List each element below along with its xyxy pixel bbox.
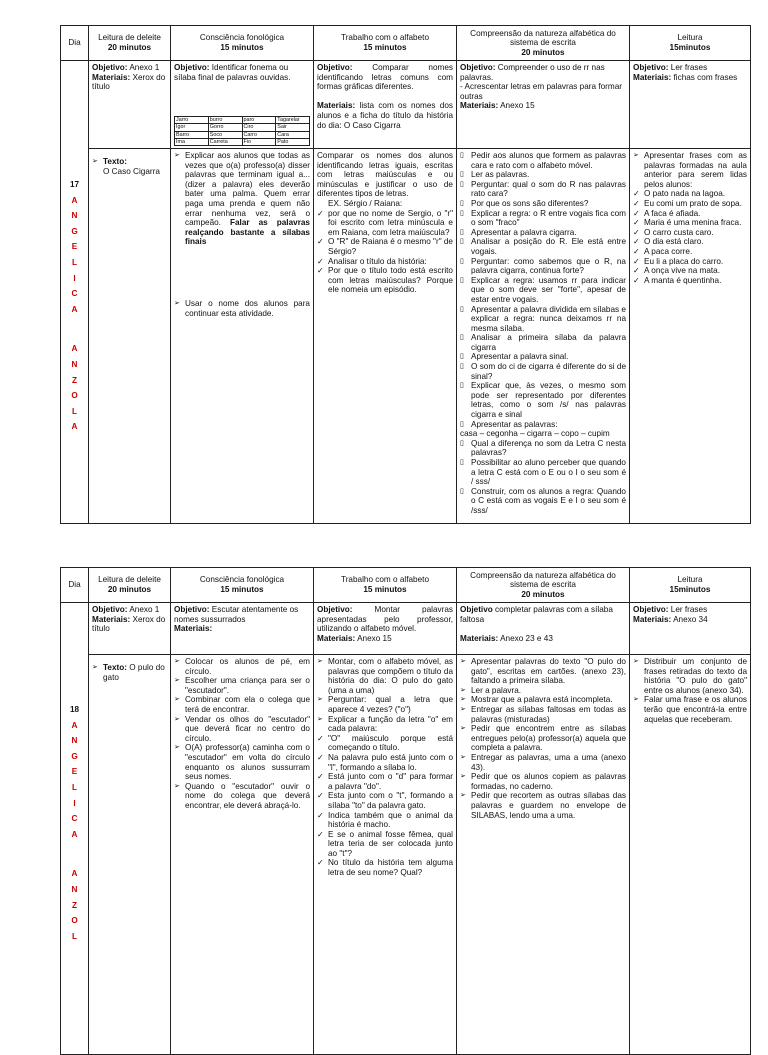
day-cell [61,603,89,1055]
header-row [61,26,751,61]
header-consciencia: Consciência fonológica 15 minutos [171,568,314,603]
header-dia: Dia [61,568,89,603]
day-number: 17 [69,180,80,189]
teacher-name-vertical: A N G E L I C A A N Z O L [71,720,78,941]
teacher-name-vertical: A N G E L I C A A N Z O L A [71,195,78,432]
header-trabalho: Trabalho com o alfabeto 15 minutos [314,568,457,603]
activities-row [61,149,751,524]
compreensao-activity: ▯ Pedir aos alunos que formem as palavras cara e rato com o alfabeto móvel. ▯ Ler as palavras. ▯ Perguntar: qual o som do R nas palavras rato cara? ▯ Por que os sons são diferentes? ▯ Explicar a regra: o R entre vogais fica com o som "fraco" ▯ Apresentar a palavra cigarra. ▯ Analisar a posição do R. Ele está entre vogais. ▯ Perguntar: como sabemos que o R, na palavra cigarra, continua forte? ▯ Explicar a regra: usamos rr para indicar que o som deve ser "forte", apesar de estar entre vogais. ▯ Apresentar a palavra dividida em sílabas e explicar a regra: nunca deixamos rr na mesma sílaba. ▯ Analisar a primeira sílaba da palavra cigarra ▯ Apresentar a palavra sinal. ▯ O som do ci de cigarra é diferente do si de sinal? ▯ Explicar que, às vezes, o mesmo som pode ser representado por diferentes letras, como o som /s/ nas palavras cigarra e sinal ▯ Apresentar as palavras: casa – cegonha – cigarra – copo – cupim ▯ Qual a diferença no som da Letra C nesta palavras? ▯ Possibilitar ao aluno perceber que quando a letra C está com o E ou o I o seu som é / sss/ ▯ Construir, com os alunos a regra: Quando o C está com as vogais E e I o seu som é /sss/ [457,149,630,524]
consciencia-objective: Objetivo: Identificar fonema ou sílaba final de palavras ouvidas. Jarro burro paro Tagarelar Igor Gorro Ciro Sair Barro Soco Carro Cara Ima Carreta Fio Pato [171,61,314,149]
header-trabalho: Trabalho com o alfabeto 15 minutos [314,26,457,61]
leitura-activity: ➢ Distribuir um conjunto de frases retiradas do texto da história "O pulo do gato" entre os alunos (anexo 34). ➢ Falar uma frase e os alunos terão que encontrá-la entre aquelas que receberam. [630,655,751,1055]
deleite-activity: ➢ Texto: O pulo do gato [89,655,171,1055]
header-consciencia: Consciência fonológica 15 minutos [171,26,314,61]
objectives-row [61,603,751,655]
leitura-objective: Objetivo: Ler frases Materiais: Anexo 34 [630,603,751,655]
word-grid: Jarro burro paro Tagarelar Igor Gorro Ciro Sair Barro Soco Carro Cara Ima Carreta Fio Pato [174,116,310,146]
header-leitura-deleite: Leitura de deleite 20 minutos [89,568,171,603]
trabalho-activity: ➢ Montar, com o alfabeto móvel, as palavras que compõem o título da história do dia: O pulo do gato (uma a uma) ➢ Perguntar: qual a letra que aparece 4 vezes? ("o") ➢ Explicar a função da letra "o" em cada palavra: ✓ "O" maiúsculo porque está começando o título. ✓ Na palavra pulo está junto com o "l", formando a sílaba lo. ✓ Está junto com o "d" para formar a palavra "do". ✓ Esta junto com o "t", formando a sílaba "to" da palavra gato. ✓ Indica também que o animal da história é macho. ✓ E se o animal fosse fêmea, qual letra teria de ser colocada junto ao "t"? ✓ No título da história tem alguma letra de seu nome? Qual? [314,655,457,1055]
deleite-activity: ➢ Texto: O Caso Cigarra [89,149,171,524]
consciencia-objective: Objetivo: Escutar atentamente os nomes sussurrados Materiais: [171,603,314,655]
day-number: 18 [69,705,80,714]
header-leitura-deleite: Leitura de deleite 20 minutos [89,26,171,61]
trabalho-activity: Comparar os nomes dos alunos identificando letras iguais, escritas com letras maiúsculas e ou minúsculas e justificar o uso de diferentes tipos de letras. EX. Sérgio / Raiana: ✓ por que no nome de Sergio, o "r" foi escrito com letra minúscula e em Raiana, com letra maiúscula? ✓ O "R" de Raiana é o mesmo "r" de Sérgio? ✓ Analisar o título da história: ✓ Por que o título todo está escrito com letras maiúsculas? Porque ele nomeia um episódio. [314,149,457,524]
header-row [61,568,751,603]
trabalho-objective: Objetivo: Comparar nomes identificando letras comuns com formas gráficas diferentes. Materiais: lista com os nomes dos alunos e a ficha do título da história do dia: O Caso Cigarra [314,61,457,149]
lesson-table-day-17 [60,25,751,524]
compreensao-objective: Objetivo: Compreender o uso de rr nas palavras. - Acrescentar letras em palavras para formar outras Materiais: Anexo 15 [457,61,630,149]
leitura-activity: ➢ Apresentar frases com as palavras formadas na aula anterior para serem lidas pelos alunos: ✓ O pato nada na lagoa. ✓ Eu comi um prato de sopa. ✓ A faca é afiada. ✓ Maria é uma menina fraca. ✓ O carro custa caro. ✓ O dia está claro. ✓ A paca corre. ✓ Eu li a placa do carro. ✓ A onça vive na mata. ✓ A manta é quentinha. [630,149,751,524]
trabalho-objective: Objetivo: Montar palavras apresentadas pelo professor, utilizando o alfabeto móvel. Materiais: Anexo 15 [314,603,457,655]
header-dia: Dia [61,26,89,61]
deleite-objective: Objetivo: Anexo 1 Materiais: Xerox do título [89,61,171,149]
leitura-objective: Objetivo: Ler frases Materiais: fichas com frases [630,61,751,149]
header-compreensao: Compreensão da natureza alfabética do sistema de escrita 20 minutos [457,568,630,603]
day-cell [61,61,89,524]
header-leitura: Leitura 15minutos [630,568,751,603]
consciencia-activity: ➢ Colocar os alunos de pé, em círculo. ➢ Escolher uma criança para ser o "escutador". ➢ Combinar com ela o colega que terá de encontrar. ➢ Vendar os olhos do "escutador" que deverá ficar no centro do círculo. ➢ O(A) professor(a) caminha com o "escutador" em volta do círculo enquanto os alunos sussurram seus nomes. ➢ Quando o "escutador" ouvir o nome do colega que deverá encontrar, ele deverá abraçá-lo. [171,655,314,1055]
lesson-table-day-18 [60,567,751,1055]
compreensao-objective: Objetivo completar palavras com a sílaba faltosa Materiais: Anexo 23 e 43 [457,603,630,655]
deleite-objective: Objetivo: Anexo 1 Materiais: Xerox do título [89,603,171,655]
consciencia-activity: ➢ Explicar aos alunos que todas as vezes que o(a) professo(a) disser palavras que terminam igual a...(dizer a palavra) eles deverão bater uma palma. Quem errar paga uma prenda e quem não errar nenhuma vez, será o campeão. Falar as palavras realçando bastante a sílabas finais ➢ Usar o nome dos alunos para continuar esta atividade. [171,149,314,524]
objectives-row [61,61,751,149]
header-compreensao: Compreensão da natureza alfabética do sistema de escrita 20 minutos [457,26,630,61]
activities-row [61,655,751,1055]
header-leitura: Leitura 15minutos [630,26,751,61]
compreensao-activity: ➢ Apresentar palavras do texto "O pulo do gato", escritas em cartões. (anexo 23), faltando a primeira sílaba. ➢ Ler a palavra. ➢ Mostrar que a palavra está incompleta. ➢ Entregar as sílabas faltosas em todas as palavras (misturadas) ➢ Pedir que encontrem entre as sílabas entregues pelo(a) professor(a) aquela que completa a palavra. ➢ Entregar as palavras, uma a uma (anexo 43). ➢ Pedir que os alunos copiem as palavras formadas, no caderno. ➢ Pedir que recortem as outras sílabas das palavras e guardem no envelope de SILABAS, lendo uma a uma. [457,655,630,1055]
